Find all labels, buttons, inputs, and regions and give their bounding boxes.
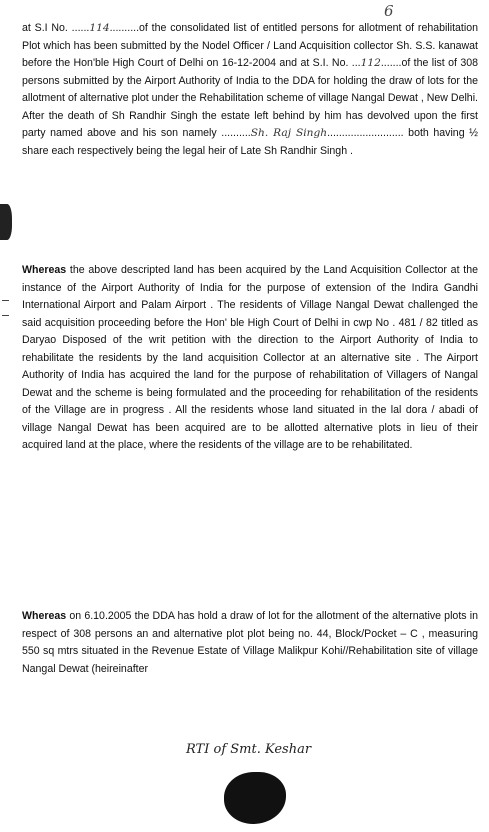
margin-tick bbox=[2, 300, 9, 301]
paragraph-1 bbox=[22, 20, 478, 160]
margin-tick bbox=[2, 315, 9, 316]
handwritten-page-mark: 6 bbox=[384, 2, 394, 20]
para2-lead: Whereas bbox=[22, 264, 67, 276]
para1-text-3: .......of the list of 308 persons submitted by the Airport Authority of India to the DDA for holding the draw of lots for the allotment of alternative plot under the Rehabilitation scheme of village Nangal Dewat , New Delhi. After the death of Sh Randhir Singh the estate left behind by him has devolved upon the first party named above and his son namely .......... bbox=[22, 57, 478, 139]
paragraph-2 bbox=[22, 262, 478, 455]
scan-edge-blot bbox=[0, 204, 12, 240]
para3-lead: Whereas bbox=[22, 610, 67, 622]
para1-text-1: at S.I No. ...... bbox=[22, 22, 90, 34]
handwritten-serial-2: 112 bbox=[360, 57, 381, 69]
thumb-impression bbox=[224, 772, 286, 824]
handwritten-serial-1: 114 bbox=[89, 22, 110, 34]
handwritten-heir-name: Sh. Raj Singh bbox=[250, 127, 328, 139]
para3-text: on 6.10.2005 the DDA has hold a draw of lot for the allotment of the alternative plots in respect of 308 persons an and alternative plot plot being no. 44, Block/Pocket – C , measuring 550 sq mtrs situated in the Revenue Estate of Village Malikpur Kohi//Rehabilitation site of village Nangal Dewat (heireinafter bbox=[22, 610, 478, 675]
paragraph-3 bbox=[22, 608, 478, 678]
para2-text: the above descripted land has been acquired by the Land Acquisition Collector at the instance of the Airport Authority of India for the purpose of extension of the Indira Gandhi International Airport and Palam Airport . The residents of Village Nangal Dewat challenged the said acquisition proceeding before the Hon' ble High Court of Delhi in cwp No . 481 / 82 titled as Daryao Disposed of the writ petition with the direction to the Airport Authority of India to rehabilitate the residents by the land acquisition Collector at an alternative site . The Airport Authority of India has acquired the land for the purpose of rehabilitation of Villagers of Nangal Dewat and the scheme is being formulated and the proceeding for rehabilitation of the residents of the Village are in progress . All the residents whose land situated in the lal dora / abadi of village Nangal Dewat has been acquired are to be allotted alternative plots in lieu of their acquired land at the place, where the residents of the village are to be rehabilitated. bbox=[22, 264, 478, 451]
handwritten-signature-note: RTI of Smt. Keshar bbox=[186, 742, 312, 757]
para1-text-2: ..........of the consolidated list of entitled persons for allotment of rehabilitation Plot which has been submitted by the Nodel Officer / Land Acquisition collector Sh. S.S. kanawat before the Hon'ble High Court of Delhi on 16-12-2004 and at S.I. No. ... bbox=[22, 22, 478, 69]
para1-text-4: .......................... both having ½ share each respectively being the legal heir of Late Sh Randhir Singh . bbox=[22, 127, 479, 157]
